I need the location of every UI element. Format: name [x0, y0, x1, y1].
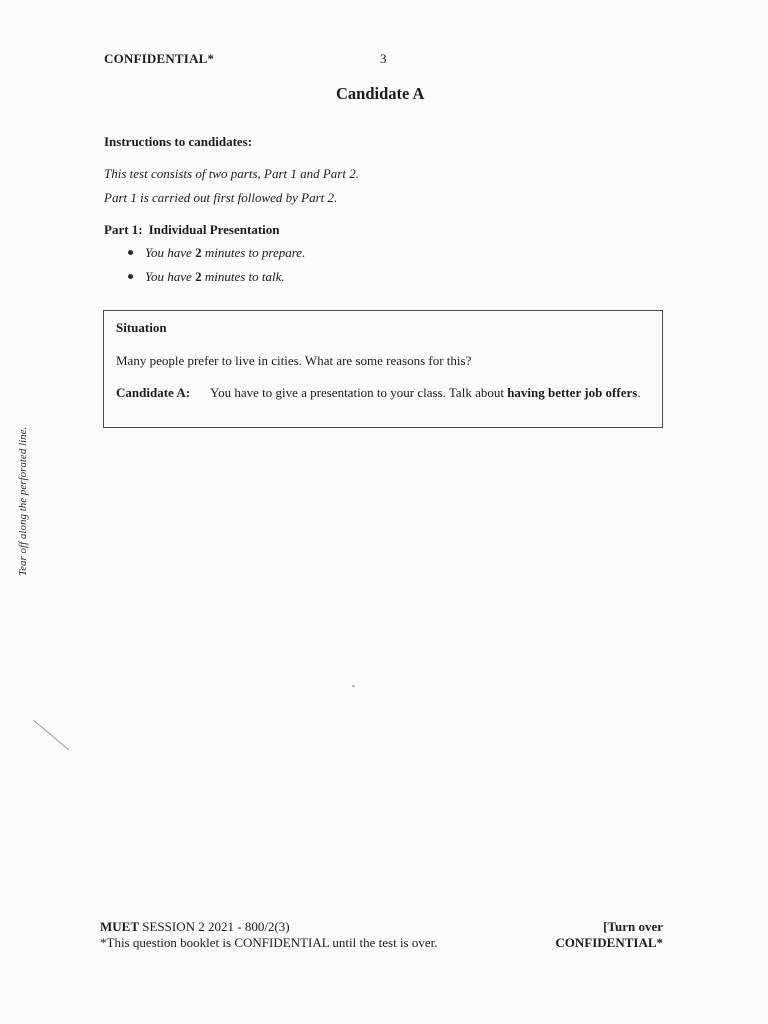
part1-heading: [104, 222, 280, 238]
footer-session: MUET SESSION 2 2021 - 800/2(3): [100, 919, 290, 934]
situation-heading: Situation: [116, 320, 167, 335]
part1-label: Part 1:: [104, 222, 143, 237]
candidate-task: You have to give a presentation to your class. Talk about having better job offers.: [210, 385, 641, 400]
situation-box: [103, 310, 663, 428]
talk-minutes: 2: [195, 269, 202, 284]
prepare-minutes: 2: [195, 245, 202, 260]
situation-question: Many people prefer to live in cities. What are some reasons for this?: [116, 353, 472, 368]
instructions-line-1: This test consists of two parts, Part 1 and Part 2.: [104, 166, 359, 181]
footer-confidential-note: *This question booklet is CONFIDENTIAL until the test is over.: [100, 935, 438, 950]
list-item: You have 2 minutes to talk.: [127, 269, 305, 293]
part1-title: Individual Presentation: [148, 222, 280, 237]
scan-speck: [352, 685, 355, 687]
turn-over-label: [Turn over: [603, 919, 663, 934]
scan-mark: [33, 720, 69, 750]
header-confidential: CONFIDENTIAL*: [104, 51, 215, 66]
footer-confidential: CONFIDENTIAL*: [555, 935, 663, 950]
bullet-icon: [128, 274, 133, 279]
page-title: Candidate A: [336, 84, 425, 103]
page-number: 3: [380, 51, 387, 66]
instructions-heading: Instructions to candidates:: [104, 134, 253, 149]
instructions-line-2: Part 1 is carried out first followed by Part 2.: [104, 190, 338, 205]
part1-bullet-list: [127, 245, 305, 293]
bullet-icon: [128, 250, 133, 255]
list-item: You have 2 minutes to prepare.: [127, 245, 305, 269]
candidate-topic: having better job offers: [507, 385, 638, 400]
perforation-note: Tear off along the perforated line.: [17, 426, 29, 576]
candidate-label: Candidate A:: [116, 385, 191, 400]
